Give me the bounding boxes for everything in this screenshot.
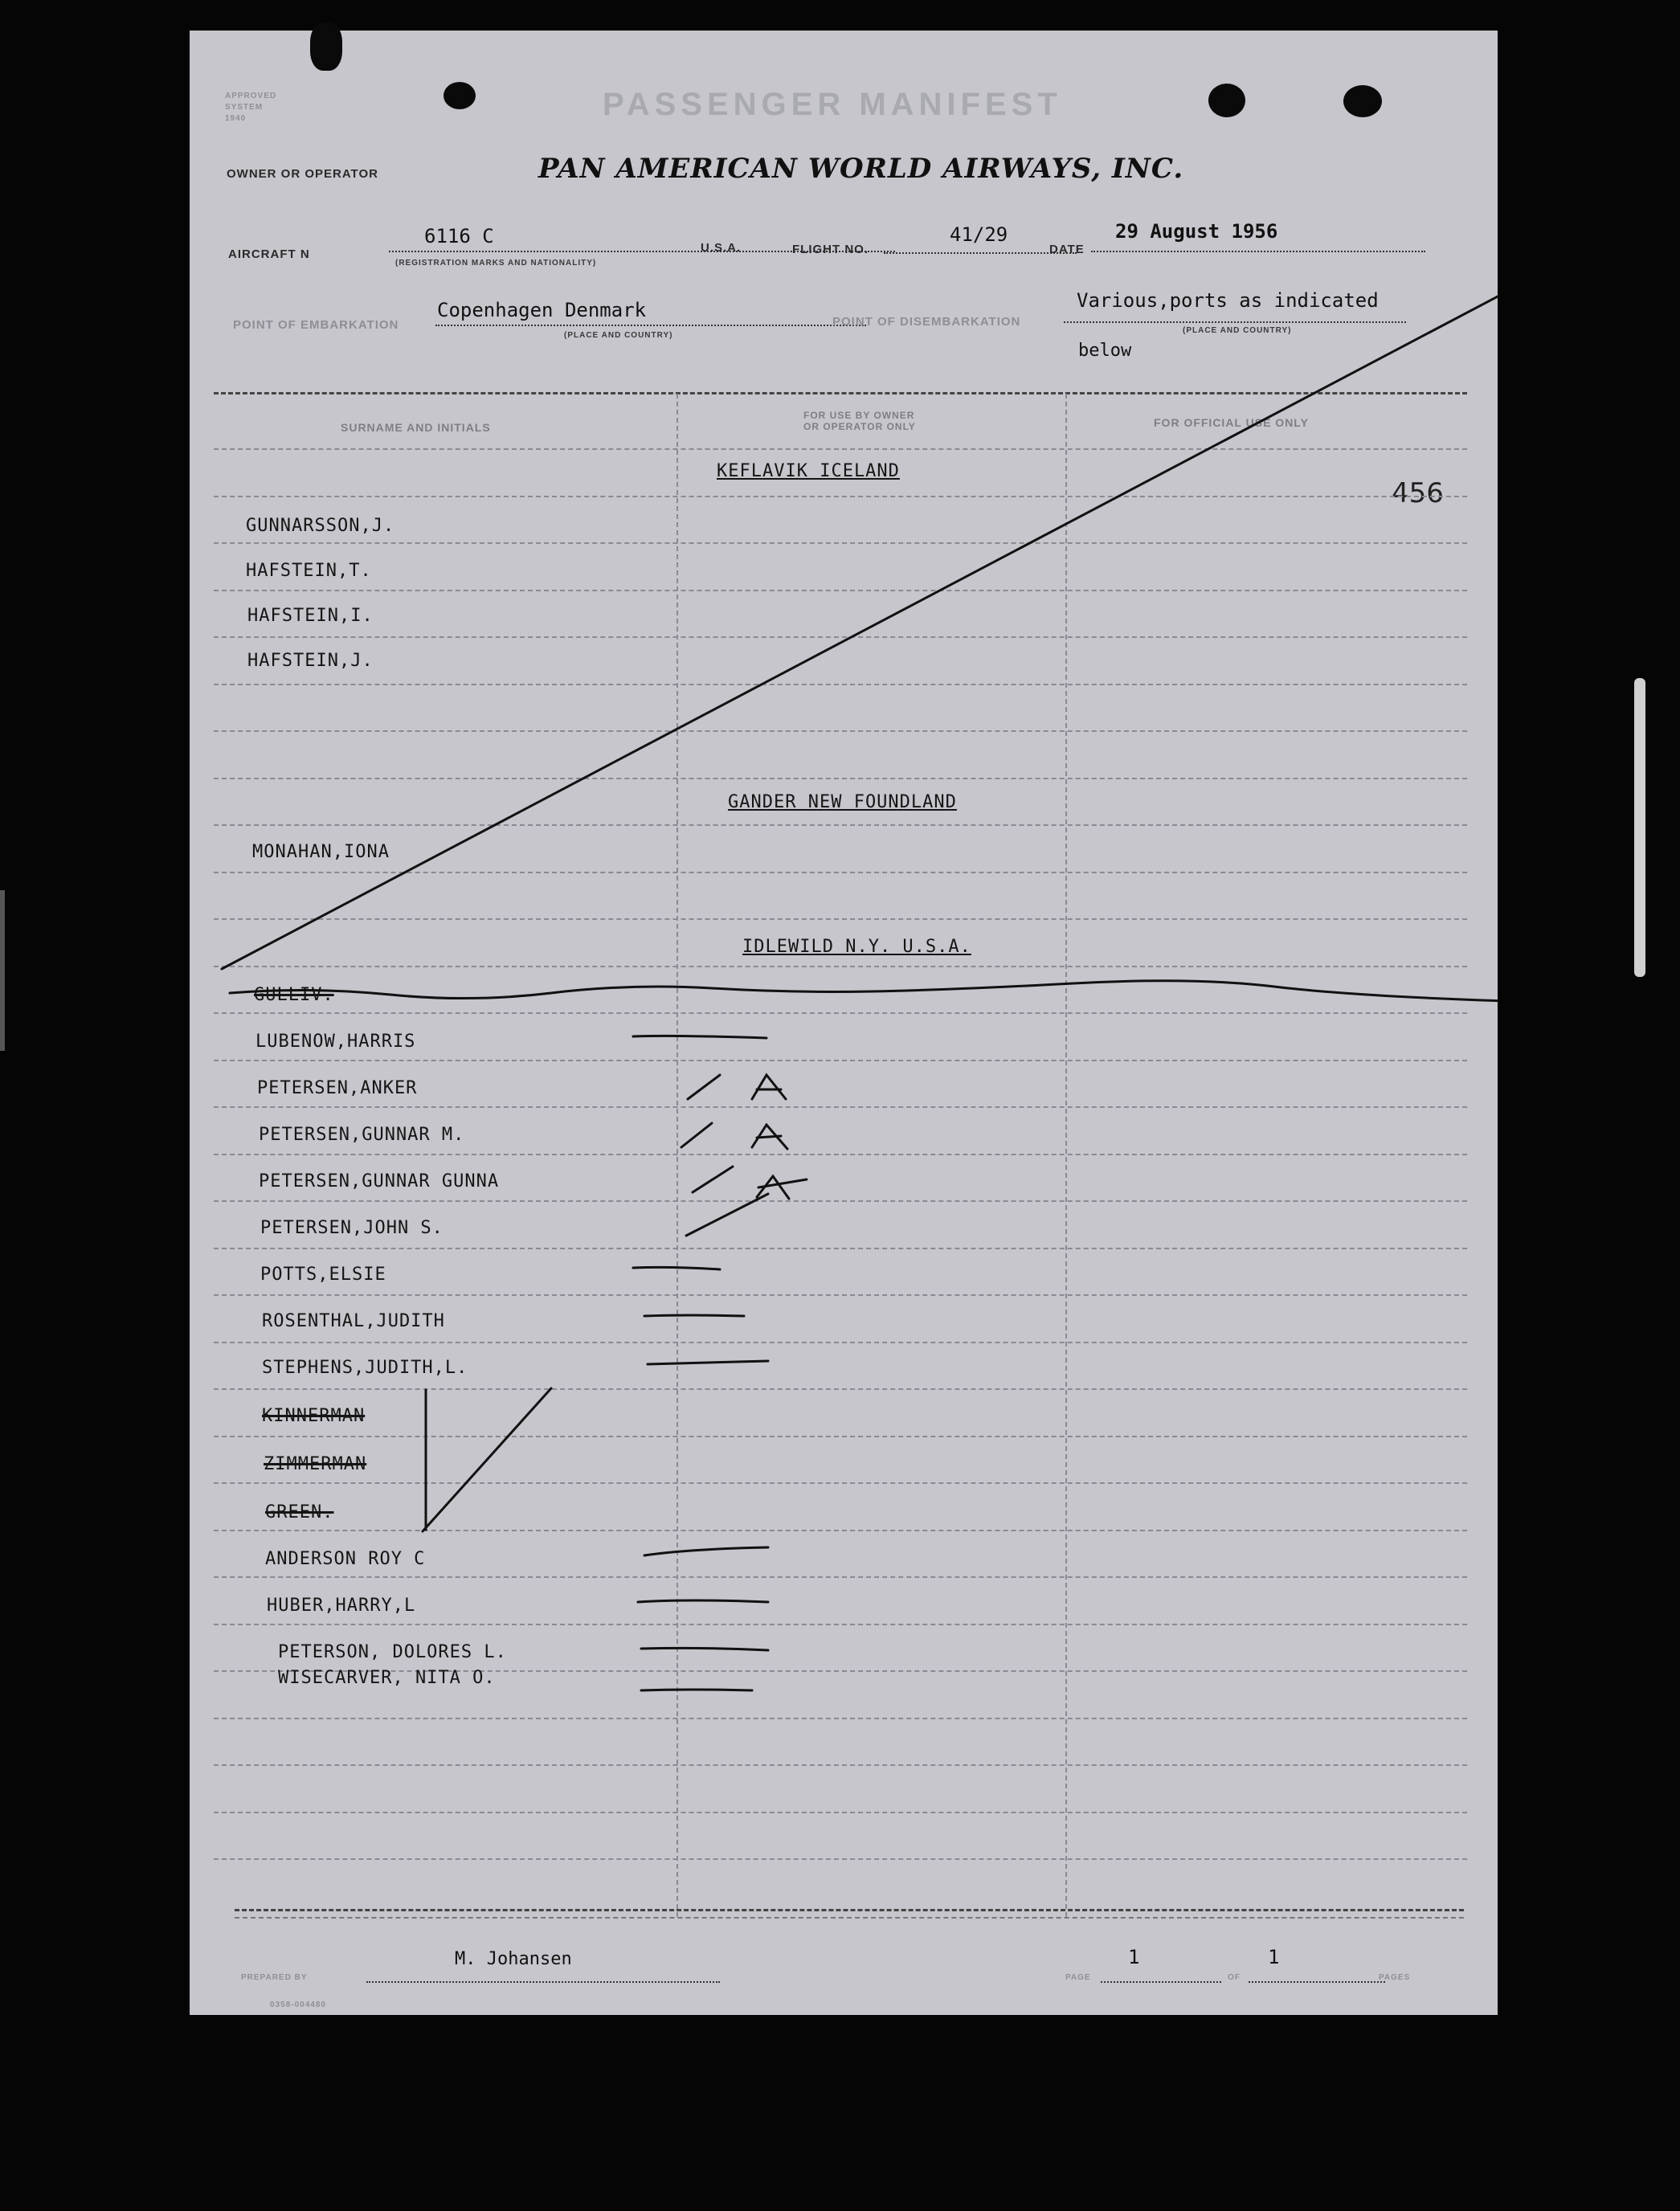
- faint-manifest-title: PASSENGER MANIFEST: [603, 87, 1062, 122]
- page-value: 1: [1128, 1946, 1140, 1968]
- passenger-name: PETERSEN,JOHN S.: [260, 1218, 444, 1238]
- col-owner-header-2: OR OPERATOR ONLY: [803, 421, 916, 432]
- tick-mark: [688, 1075, 720, 1099]
- passenger-name: ROSENTHAL,JUDITH: [262, 1311, 445, 1331]
- approval-line-3: 1940: [225, 114, 247, 123]
- usa-label: U.S.A.: [701, 241, 742, 255]
- tick-mark: [693, 1167, 733, 1192]
- embark-value: Copenhagen Denmark: [437, 299, 647, 321]
- scan-edge-mark: [0, 890, 5, 1051]
- handwriting-overlay: [190, 31, 1498, 2015]
- registration-caption: (REGISTRATION MARKS AND NATIONALITY): [395, 259, 597, 268]
- passenger-name: GULLIV.: [254, 985, 334, 1005]
- passenger-name: ZIMMERMAN: [264, 1454, 367, 1474]
- pages-label: PAGES: [1379, 1973, 1411, 1982]
- airline-name: PAN AMERICAN WORLD AIRWAYS, INC.: [538, 153, 1184, 185]
- port-keflavik: KEFLAVIK ICELAND: [717, 461, 900, 481]
- passenger-name: KINNERMAN: [262, 1406, 366, 1426]
- passenger-name: MONAHAN,IONA: [252, 842, 390, 862]
- initial-mark: [752, 1075, 786, 1099]
- passenger-name: PETERSEN,GUNNAR M.: [259, 1125, 465, 1145]
- tick-mark: [686, 1194, 768, 1236]
- date-value: 29 August 1956: [1115, 220, 1278, 243]
- col-surname-header: SURNAME AND INITIALS: [341, 421, 491, 434]
- dash-mark: [638, 1600, 768, 1602]
- cross-out-mark: [423, 1388, 551, 1531]
- dash-mark: [644, 1547, 768, 1555]
- wavy-separator-line: [230, 981, 1498, 1001]
- passenger-name: HAFSTEIN,I.: [247, 606, 374, 626]
- date-label: DATE: [1049, 243, 1085, 256]
- passenger-name: LUBENOW,HARRIS: [255, 1032, 416, 1052]
- dash-mark: [641, 1648, 768, 1650]
- passenger-name: HUBER,HARRY,L: [267, 1596, 416, 1616]
- disembark-value-cont: below: [1078, 341, 1132, 361]
- passenger-name: PETERSEN,ANKER: [257, 1078, 418, 1098]
- flight-label: FLIGHT NO.: [792, 243, 869, 256]
- owner-label: OWNER OR OPERATOR: [227, 167, 378, 181]
- initial-mark: [752, 1125, 787, 1149]
- passenger-name: POTTS,ELSIE: [260, 1265, 386, 1285]
- passenger-name: HAFSTEIN,J.: [247, 651, 374, 671]
- dash-mark: [648, 1361, 768, 1364]
- scan-edge-mark: [1634, 678, 1645, 977]
- aircraft-label: AIRCRAFT N: [228, 247, 310, 261]
- passenger-name: WISECARVER, NITA O.: [278, 1668, 496, 1688]
- dash-mark: [633, 1267, 720, 1269]
- dash-mark: [644, 1315, 744, 1316]
- passenger-name: GREEN.: [265, 1502, 334, 1522]
- port-gander: GANDER NEW FOUNDLAND: [728, 792, 957, 812]
- prepared-by-label: PREPARED BY: [241, 1973, 308, 1982]
- port-idlewild: IDLEWILD N.Y. U.S.A.: [742, 937, 971, 957]
- of-value: 1: [1268, 1946, 1280, 1968]
- passenger-name: ANDERSON ROY C: [265, 1549, 426, 1569]
- embark-caption: (PLACE AND COUNTRY): [564, 331, 673, 340]
- approval-line-1: APPROVED: [225, 92, 277, 100]
- passenger-name: HAFSTEIN,T.: [246, 561, 372, 581]
- of-label: OF: [1228, 1973, 1241, 1982]
- col-official-header: FOR OFFICIAL USE ONLY: [1154, 416, 1309, 429]
- aircraft-value: 6116 C: [424, 225, 494, 247]
- footer-code: 0358-004480: [270, 2001, 326, 2009]
- passenger-name: GUNNARSSON,J.: [246, 516, 395, 536]
- passenger-name: PETERSEN,GUNNAR GUNNA: [259, 1171, 500, 1191]
- disembark-label: POINT OF DISEMBARKATION: [832, 315, 1021, 329]
- prepared-by-value: M. Johansen: [455, 1949, 572, 1969]
- disembark-value: Various,ports as indicated: [1077, 289, 1379, 312]
- disembark-caption: (PLACE AND COUNTRY): [1183, 326, 1292, 335]
- diagonal-cancel-line: [222, 296, 1498, 969]
- page-label: PAGE: [1065, 1973, 1091, 1982]
- approval-line-2: SYSTEM: [225, 103, 264, 112]
- manifest-page: [190, 31, 1498, 2015]
- flight-value: 41/29: [950, 223, 1008, 246]
- passenger-name: STEPHENS,JUDITH,L.: [262, 1358, 468, 1378]
- dash-mark: [633, 1036, 766, 1038]
- stamp-number: 456: [1392, 477, 1444, 509]
- col-owner-header-1: FOR USE BY OWNER: [803, 410, 915, 421]
- passenger-name: PETERSON, DOLORES L.: [278, 1642, 507, 1662]
- embark-label: POINT OF EMBARKATION: [233, 318, 399, 332]
- tick-mark: [681, 1123, 712, 1147]
